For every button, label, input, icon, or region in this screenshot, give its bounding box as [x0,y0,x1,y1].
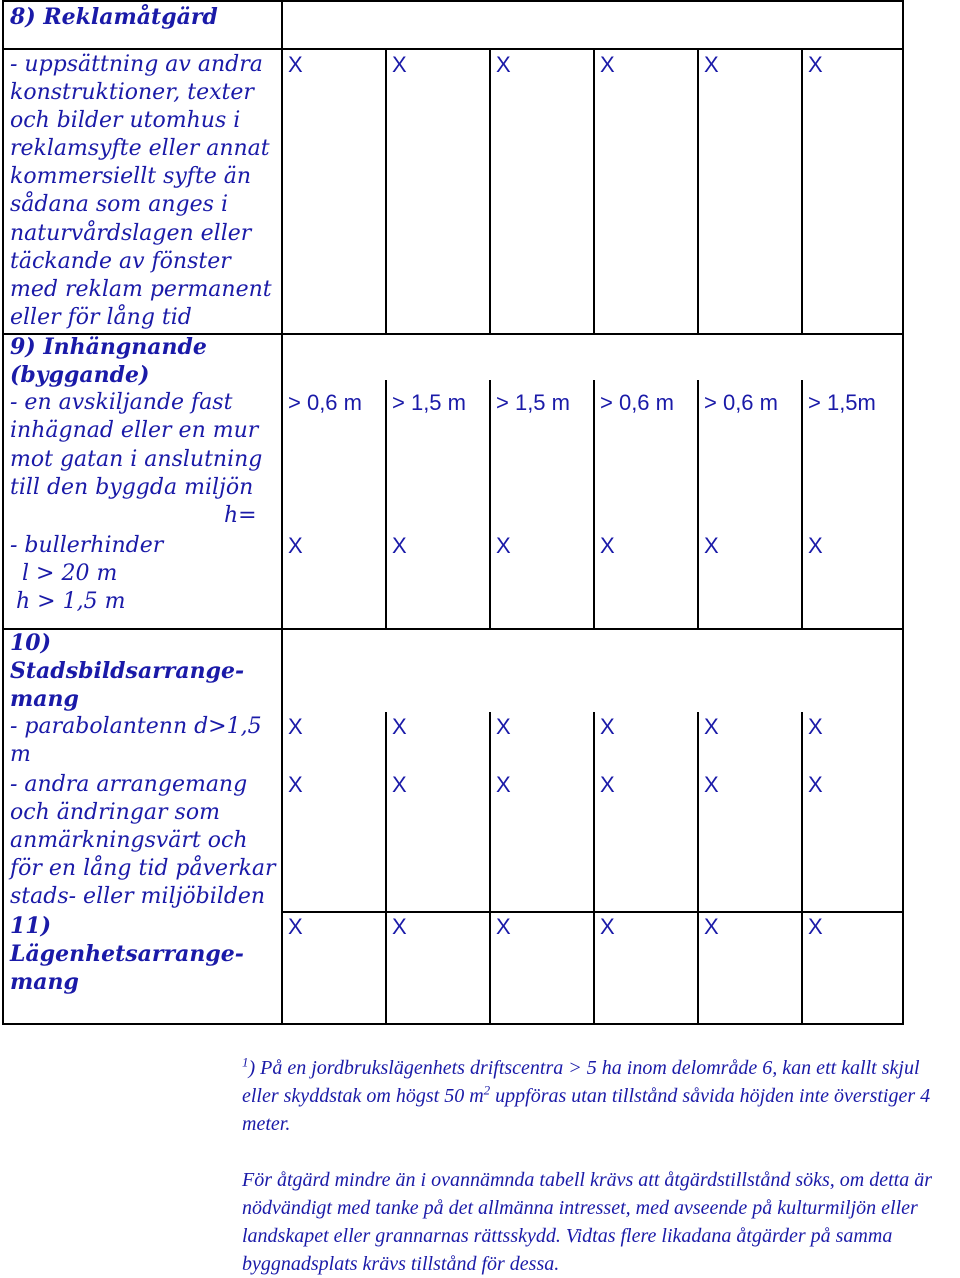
footnote-superscript: 2 [483,1082,491,1098]
section-9-noise-line: h > 1,5 m [16,589,126,614]
section-10-dish-line: m [10,742,31,767]
section-10-dish-line: - parabolantenn d>1,5 [10,714,262,739]
table-column-divider [281,0,283,1025]
col-divider-3 [593,712,595,1025]
section-11-value: X [704,914,719,939]
section-10-other-value: X [496,772,511,797]
section-10-other-value: X [288,772,303,797]
section-9-noise-value: X [704,533,719,558]
col-divider-2 [489,712,491,1025]
section-11-value: X [392,914,407,939]
section-8-value: X [392,52,407,77]
table-border-top [2,0,904,2]
section-9-noise-line: l > 20 m [22,561,118,586]
section-9-fence-value: > 0,6 m [288,390,362,415]
section-9-fence-value: > 1,5 m [496,390,570,415]
section-10-dish-value: X [496,714,511,739]
footnote-1 [242,1054,957,1138]
footnote-1-text-b: uppföras utan tillstånd såvida höjden inte överstiger 4 meter. [242,1085,931,1135]
col-divider-3 [593,380,595,628]
section-9-fence-line: till den byggda miljön [10,475,254,500]
col-divider-5 [801,48,803,333]
col-divider-4 [697,48,699,333]
section-8-heading: 8) Reklamåtgärd [10,4,218,30]
col-divider-5 [801,380,803,628]
section-10-heading: mang [10,686,79,712]
table-border-right [902,0,904,1025]
section-9-fence-value: > 1,5m [808,390,876,415]
col-divider-2 [489,380,491,628]
permit-note: För åtgärd mindre än i ovannämnda tabell krävs att åtgärdstillstånd söks, om detta är nödvändigt med tanke på det allmänna intresset, med avseende på kulturmiljön eller landskapet eller grannarnas rättsskydd. Vidtas flere likadana åtgärder på samma byggnadsplats krävs tillstånd för dessa. [242,1169,932,1275]
section-8-value: X [704,52,719,77]
section-10-other-line: för en lång tid påverkar [10,856,276,881]
table-border-bottom [2,1023,904,1025]
section-10-heading: Stadsbildsarrange- [10,658,245,684]
section-8-value: X [808,52,823,77]
section-10-other-line: - andra arrangemang [10,772,248,797]
section-8-desc-line: eller för lång tid [10,305,192,330]
col-divider-1 [385,48,387,333]
section-8-value: X [288,52,303,77]
section-10-other-value: X [600,772,615,797]
section-9-fence-line: h= [224,503,257,528]
col-divider-4 [697,380,699,628]
section-8-desc-line: kommersiellt syfte än [10,164,252,189]
section-10-other-line: stads- eller miljöbilden [10,884,266,909]
section-8-desc-line: - uppsättning av andra [10,52,263,77]
section-9-fence-value: > 0,6 m [600,390,674,415]
section-11-heading: mang [10,969,79,995]
section-9-fence-line: inhägnad eller en mur [10,418,259,443]
section-9-noise-line: - bullerhinder [10,533,164,558]
col-divider-2 [489,48,491,333]
col-divider-1 [385,712,387,1025]
section-10-dish-value: X [808,714,823,739]
col-divider-5 [801,712,803,1025]
section-10-dish-value: X [600,714,615,739]
col-divider-4 [697,712,699,1025]
section-8-value: X [600,52,615,77]
section-9-noise-value: X [392,533,407,558]
section-10-dish-value: X [392,714,407,739]
section-9-heading: 9) Inhängnande [10,334,207,360]
section-8-desc-line: konstruktioner, texter [10,80,254,105]
section-8-value: X [496,52,511,77]
section-9-fence-value: > 1,5 m [392,390,466,415]
section-10-other-value: X [392,772,407,797]
section-10-other-line: och ändringar som [10,800,220,825]
section-9-fence-line: - en avskiljande fast [10,390,233,415]
section-11-value: X [600,914,615,939]
table-border-left [2,0,4,1025]
section-8-desc-line: med reklam permanent [10,277,272,302]
section-10-heading: 10) [10,630,52,656]
section-9-noise-value: X [288,533,303,558]
section-10-other-value: X [704,772,719,797]
row-divider-s10 [2,628,904,630]
col-divider-1 [385,380,387,628]
section-9-fence-line: mot gatan i anslutning [10,447,263,472]
footnote-marker: 1 [242,1054,249,1070]
section-8-desc-line: sådana som anges i [10,192,228,217]
section-8-desc-line: reklamsyfte eller annat [10,136,270,161]
col-divider-3 [593,48,595,333]
section-11-value: X [288,914,303,939]
section-9-noise-value: X [808,533,823,558]
section-9-noise-value: X [496,533,511,558]
section-10-other-line: anmärkningsvärt och [10,828,248,853]
section-8-desc-line: täckande av fönster [10,249,231,274]
section-9-fence-value: > 0,6 m [704,390,778,415]
section-10-dish-value: X [704,714,719,739]
section-11-heading: Lägenhetsarrange- [10,941,244,967]
section-10-dish-value: X [288,714,303,739]
section-9-noise-value: X [600,533,615,558]
section-8-desc-line: naturvårdslagen eller [10,221,252,246]
section-11-heading: 11) [10,913,52,939]
footnote-1-text-a: ) På en jordbrukslägenhets driftscentra > 5 ha inom delområde 6, kan ett kallt skjul eller skyddstak om högst 50 m [242,1057,920,1107]
section-10-other-value: X [808,772,823,797]
section-9-heading: (byggande) [10,362,150,388]
section-11-value: X [808,914,823,939]
section-11-value: X [496,914,511,939]
section-8-desc-line: och bilder utomhus i [10,108,241,133]
row-divider-heading-8 [2,48,904,50]
